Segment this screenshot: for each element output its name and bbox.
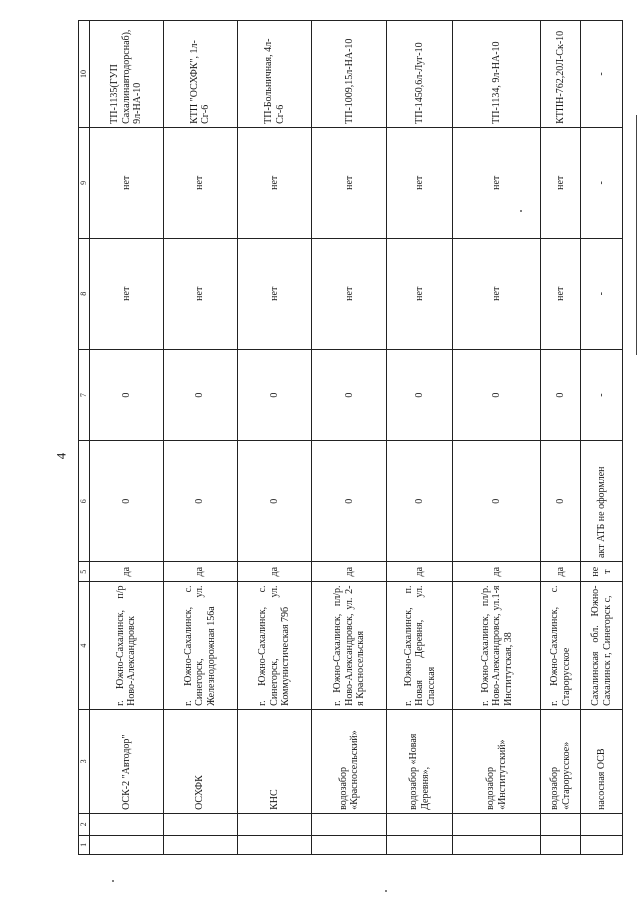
table-cell: КНС — [237, 709, 312, 813]
table-cell: нет — [541, 127, 581, 238]
table-cell: КТП "ОСХФК", 1л-Сг-6 — [163, 21, 237, 128]
table-cell: нет — [541, 238, 581, 349]
table-cell: да — [312, 561, 387, 582]
table-cell — [163, 835, 237, 854]
column-header: 4 — [79, 582, 90, 709]
scan-speck — [385, 890, 387, 892]
table-cell: 0 — [541, 441, 581, 562]
header-row — [79, 21, 90, 855]
column-header: 8 — [79, 238, 90, 349]
rotated-table-container — [78, 20, 623, 855]
table-cell: нет — [163, 127, 237, 238]
table-cell: акт АТБ не оформлен — [581, 441, 623, 562]
column-header: 1 — [79, 835, 90, 854]
table-cell: нет — [312, 238, 387, 349]
table-cell: водозабор «Старорусское» — [541, 709, 581, 813]
table-cell: г. Южно-Сахалинск, п/р Ново-Александровск — [90, 582, 164, 709]
column-header: 10 — [79, 21, 90, 128]
table-cell: да — [90, 561, 164, 582]
table-cell: г. Южно-Сахалинск, пл/р. Ново-Александровск, ул. 2-я Красносельская — [312, 582, 387, 709]
table-cell: г. Южно-Сахалинск, с. Синегорск, ул. Коммунистическая 79б — [237, 582, 312, 709]
table-cell: нет — [453, 127, 541, 238]
table-cell: нет — [90, 238, 164, 349]
table-cell: ТП-Больничная, 4л-Сг-6 — [237, 21, 312, 128]
table-cell: нет — [387, 238, 453, 349]
table-cell — [541, 835, 581, 854]
table-cell: 0 — [237, 349, 312, 441]
table-cell: водозабор «Институтский» — [453, 709, 541, 813]
table-cell: насосная ОСВ — [581, 709, 623, 813]
table-cell — [312, 835, 387, 854]
table-cell: нет — [90, 127, 164, 238]
table-cell: 0 — [237, 441, 312, 562]
table-cell: 0 — [312, 349, 387, 441]
table-cell: нет — [237, 238, 312, 349]
table-cell: 0 — [387, 349, 453, 441]
table-cell: да — [387, 561, 453, 582]
table-cell: г. Южно-Сахалинск, п. Новая Деревня, ул. Спасская — [387, 582, 453, 709]
page-number: 4 — [53, 452, 69, 460]
table-cell: 0 — [90, 349, 164, 441]
table-row — [387, 21, 453, 855]
table-cell: да — [453, 561, 541, 582]
table-cell: ТП-1135(ГУП Сахалинавтодорснаб), 9л-НА-10 — [90, 21, 164, 128]
column-header: 3 — [79, 709, 90, 813]
table-cell — [387, 813, 453, 835]
table-cell: г. Южно-Сахалинск, с. Старорусское — [541, 582, 581, 709]
table-row — [453, 21, 541, 855]
column-header: 9 — [79, 127, 90, 238]
table-row — [541, 21, 581, 855]
table-cell: 0 — [453, 349, 541, 441]
table-cell — [312, 813, 387, 835]
table-cell: 0 — [387, 441, 453, 562]
table-cell: ОСК-2 "Автодор" — [90, 709, 164, 813]
table-cell: нет — [387, 127, 453, 238]
table-cell: ТП-1134, 9л-НА-10 — [453, 21, 541, 128]
table-cell — [387, 835, 453, 854]
table-cell: водозабор «Новая Деревня», — [387, 709, 453, 813]
scan-speck — [520, 210, 522, 212]
table-cell: ОСХФК — [163, 709, 237, 813]
scan-edge-line — [636, 115, 637, 355]
table-row — [581, 21, 623, 855]
scan-speck — [112, 880, 114, 882]
table-cell: 0 — [163, 349, 237, 441]
table-cell — [90, 813, 164, 835]
table-cell: водозабор «Красносельский» — [312, 709, 387, 813]
table-cell: - — [581, 238, 623, 349]
table-cell: КТПН-762,20Л-Ск-10 — [541, 21, 581, 128]
table-cell: Сахалинская обл. Южно-Сахалинск г, Синегорск с, — [581, 582, 623, 709]
table-row — [312, 21, 387, 855]
table-cell: да — [541, 561, 581, 582]
table-cell: - — [581, 127, 623, 238]
table-cell: г. Южно-Сахалинск, пл/р. Ново-Александровск, ул.1-я Институтская, 38 — [453, 582, 541, 709]
table-cell — [453, 813, 541, 835]
table-cell: ТП-1009,15л-НА-10 — [312, 21, 387, 128]
column-header: 5 — [79, 561, 90, 582]
table-cell: нет — [453, 238, 541, 349]
table-cell — [237, 835, 312, 854]
column-header: 7 — [79, 349, 90, 441]
table-cell — [90, 835, 164, 854]
column-header: 6 — [79, 441, 90, 562]
table-cell — [541, 813, 581, 835]
table-cell: 0 — [90, 441, 164, 562]
table-cell — [581, 835, 623, 854]
table-cell — [453, 835, 541, 854]
table-cell — [163, 813, 237, 835]
table-row — [90, 21, 164, 855]
column-header: 2 — [79, 813, 90, 835]
table-cell: 0 — [453, 441, 541, 562]
table-cell: нет — [237, 127, 312, 238]
table-cell: - — [581, 349, 623, 441]
table-cell: да — [237, 561, 312, 582]
table-cell: 0 — [163, 441, 237, 562]
table-cell: - — [581, 21, 623, 128]
table-cell — [581, 813, 623, 835]
table-cell: 0 — [541, 349, 581, 441]
table-cell: ТП-1450,6л-Луг-10 — [387, 21, 453, 128]
table-cell — [237, 813, 312, 835]
table-cell: да — [163, 561, 237, 582]
table-cell: нет — [581, 561, 623, 582]
table-cell: нет — [163, 238, 237, 349]
table-row — [237, 21, 312, 855]
table-cell: г. Южно-Сахалинск, с. Синегорск, ул. Железнодорожная 156а — [163, 582, 237, 709]
table-row — [163, 21, 237, 855]
data-table — [78, 20, 623, 855]
table-cell: нет — [312, 127, 387, 238]
table-cell: 0 — [312, 441, 387, 562]
